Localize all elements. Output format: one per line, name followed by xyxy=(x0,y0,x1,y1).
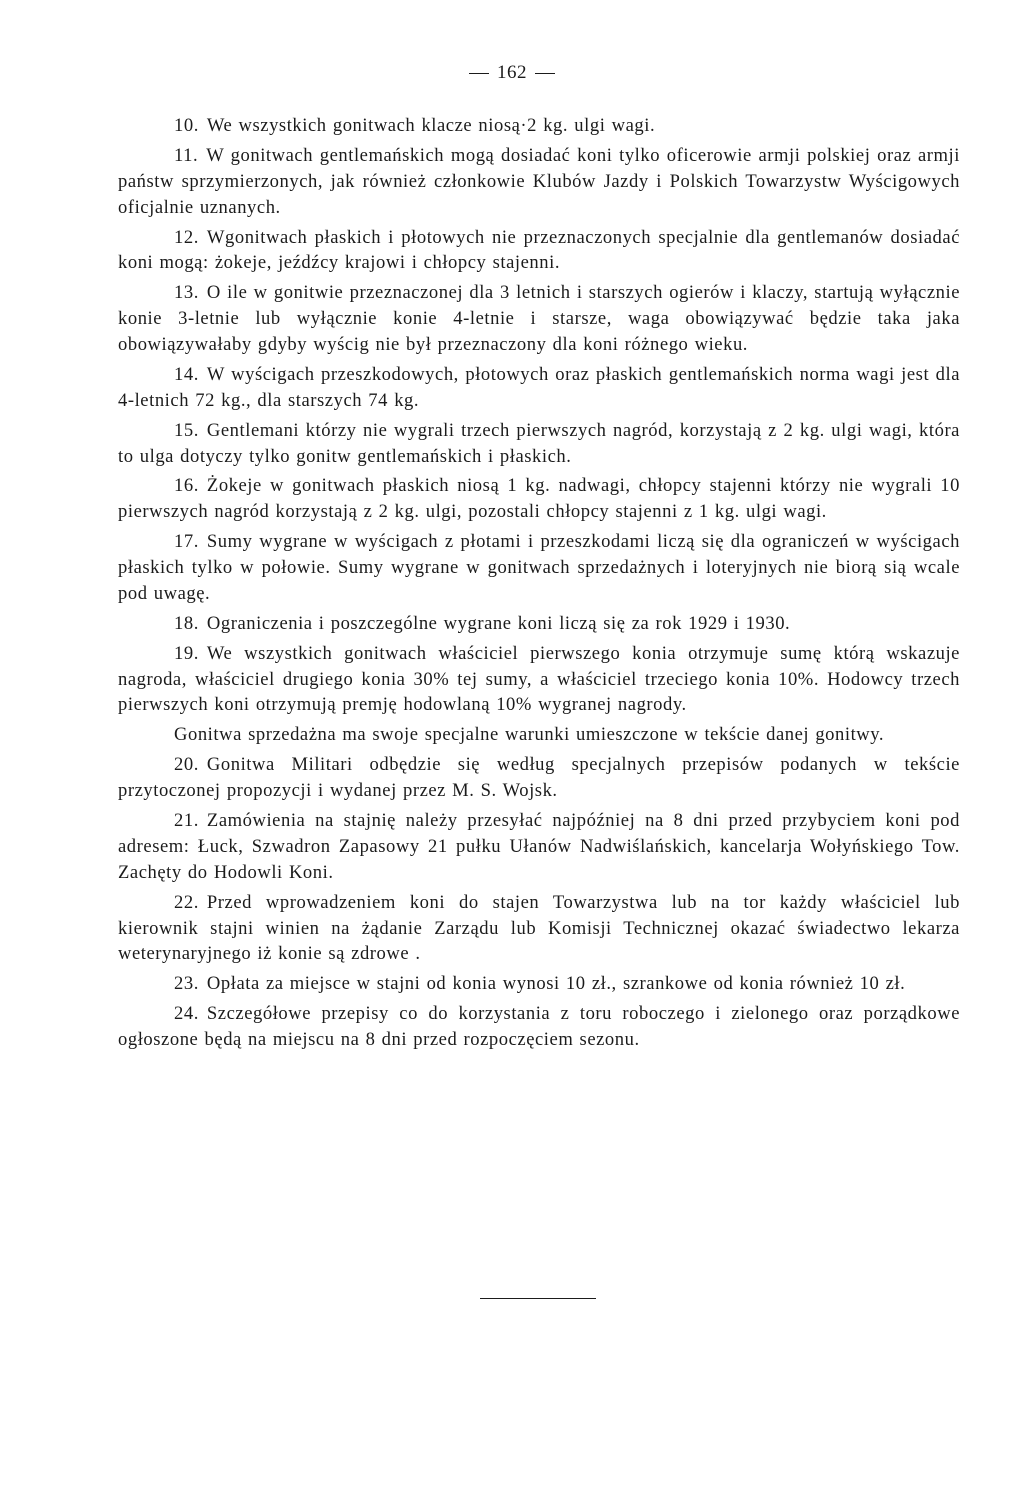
paragraph-20 xyxy=(118,752,960,804)
paragraph-text: Gentlemani którzy nie wygrali trzech pierwszych nagród, korzystają z 2 kg. ulgi wagi, która to ulga dotyczy tylko gonitw gentlemańskich i płaskich. xyxy=(118,419,960,467)
header-dash-left xyxy=(469,73,489,74)
paragraph-15 xyxy=(118,418,960,470)
paragraph-text: Sumy wygrane w wyścigach z płotami i przeszkodami liczą się dla ograniczeń w wyścigach płaskich tylko w połowie. Sumy wygrane w gonitwach sprzedażnych i loteryjnych nie biorą sią wcale pod uwagę. xyxy=(118,531,960,604)
paragraph-number: 18. xyxy=(174,612,199,634)
paragraph-text: Opłata za miejsce w stajni od konia wynosi 10 zł., szrankowe od konia również 10 zł. xyxy=(206,973,906,995)
paragraph-10 xyxy=(118,113,960,139)
paragraph-text: Ograniczenia i poszczególne wygrane koni liczą się za rok 1929 i 1930. xyxy=(206,612,791,634)
paragraph-23 xyxy=(118,971,960,997)
paragraph-text: We wszystkich gonitwach właściciel pierwszego konia otrzymuje sumę którą wskazuje nagroda, właściciel drugiego konia 30% tej sumy, a właściciel trzeciego konia 10%. Hodowcy trzech pierwszych koni otrzymują premję hodowlaną 10% wygranej nagrody. xyxy=(118,642,960,716)
paragraph-21 xyxy=(118,808,960,885)
paragraph-18 xyxy=(118,611,960,637)
paragraph-11 xyxy=(118,143,960,220)
paragraph-text: Żokeje w gonitwach płaskich niosą 1 kg. nadwagi, chłopcy stajenni którzy nie wygrali 10 pierwszych nagród korzystają z 2 kg. ulgi, pozostali chłopcy stajenni z 1 kg. ulgi wagi. xyxy=(118,475,960,523)
page-header xyxy=(0,62,1024,84)
paragraph-number: 15. xyxy=(174,419,199,441)
header-dash-right xyxy=(535,73,555,74)
paragraph-14 xyxy=(118,362,960,414)
body-text xyxy=(118,113,960,1057)
paragraph-12 xyxy=(118,225,960,277)
paragraph-number: 21. xyxy=(174,810,199,832)
paragraph-number: 11. xyxy=(174,144,199,166)
paragraph-text: Szczegółowe przepisy co do korzystania z toru roboczego i zielonego oraz porządkowe ogłoszone będą na miejscu na 8 dni przed rozpoczęciem sezonu. xyxy=(118,1003,960,1051)
paragraph-number: 24. xyxy=(174,1003,199,1025)
paragraph-number: 20. xyxy=(174,754,199,776)
paragraph-text: W wyścigach przeszkodowych, płotowych oraz płaskich gentlemańskich norma wagi jest dla 4-letnich 72 kg., dla starszych 74 kg. xyxy=(118,363,960,411)
paragraph-13 xyxy=(118,280,960,357)
paragraph-19 xyxy=(118,641,960,718)
paragraph-24 xyxy=(118,1001,960,1053)
end-rule-divider xyxy=(480,1298,596,1299)
paragraph-number: 17. xyxy=(174,531,199,553)
paragraph-text: We wszystkich gonitwach klacze niosą·2 kg. ulgi wagi. xyxy=(206,115,656,136)
paragraph-text: Gonitwa Militari odbędzie się według specjalnych przepisów podanych w tekście przytoczonej propozycji i wydanej przez M. S. Wojsk. xyxy=(118,754,960,802)
paragraph-number: 14. xyxy=(174,363,199,385)
paragraph-number: 22. xyxy=(174,891,199,913)
paragraph-text: Zamówienia na stajnię należy przesyłać najpóźniej na 8 dni przed przybyciem koni pod adresem: Łuck, Szwadron Zapasowy 21 pułku Ułanów Nadwiślańskich, kancelarja Wołyńskiego Tow. Zachęty do Hodowli Koni. xyxy=(118,810,960,883)
paragraph-number: 13. xyxy=(174,282,199,304)
paragraph-number: 19. xyxy=(174,642,199,664)
page-number: 162 xyxy=(497,62,527,83)
paragraph-text: O ile w gonitwie przeznaczonej dla 3 letnich i starszych ogierów i klaczy, startują wyłącznie konie 3-letnie lub wyłącznie konie 4-letnie i starsze, waga obowiązywać będzie taka jaka obowiązywałaby gdyby wyścig nie był przeznaczony dla koni różnego wieku. xyxy=(118,282,960,355)
paragraph-text: Gonitwa sprzedażna ma swoje specjalne warunki umieszczone w tekście danej gonitwy. xyxy=(174,724,885,746)
paragraph-text: W gonitwach gentlemańskich mogą dosiadać koni tylko oficerowie armji polskiej oraz armji państw sprzymierzonych, jak również członkowie Klubów Jazdy i Polskich Towarzystw Wyścigowych oficjalnie uznanych. xyxy=(118,144,960,218)
paragraph-text: Wgonitwach płaskich i płotowych nie przeznaczonych specjalnie dla gentlemanów dosiadać koni mogą: żokeje, jeźdźcy krajowi i chłopcy stajenni. xyxy=(118,226,960,274)
paragraph-number: 10. xyxy=(174,115,199,136)
paragraph-number: 12. xyxy=(174,226,199,248)
paragraph-number: 16. xyxy=(174,475,199,497)
paragraph-text: Przed wprowadzeniem koni do stajen Towarzystwa lub na tor każdy właściciel lub kierownik stajni winien na żądanie Zarządu lub Komisji Technicznej okazać świadectwo lekarza weterynaryjnego iż konie są zdrowe . xyxy=(118,891,960,965)
paragraph-19-note xyxy=(118,722,960,748)
paragraph-number: 23. xyxy=(174,973,199,995)
paragraph-22 xyxy=(118,890,960,967)
paragraph-16 xyxy=(118,473,960,525)
paragraph-17 xyxy=(118,529,960,606)
